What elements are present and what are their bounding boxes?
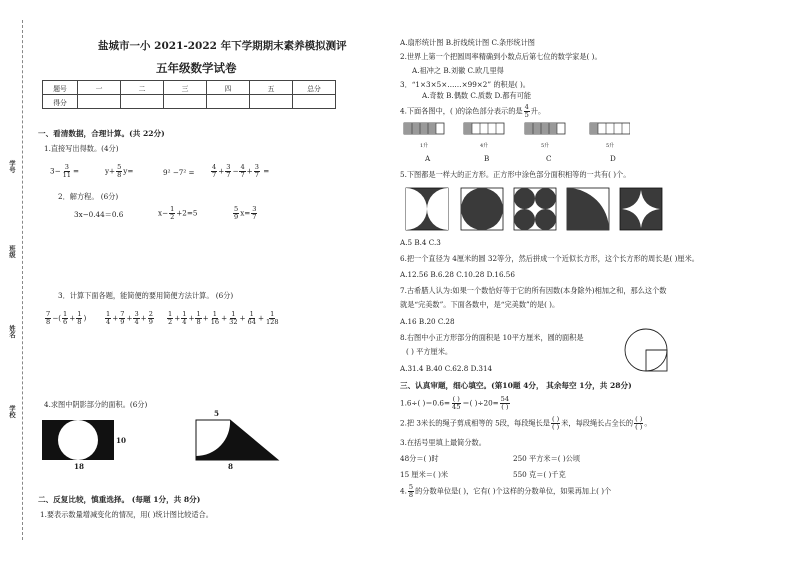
mc-q3-options: A.奇数 B.偶数 C.质数 D.都有可能 [422,91,532,100]
score-header: 总分 [293,81,336,95]
q1-label: 1.直接写出得数。(4分) [44,144,119,153]
bar-b-tag: 4升 [480,143,489,149]
fill-q3-c: 15 厘米＝( )米 [400,470,449,479]
score-row-label: 得分 [43,95,78,109]
mc-q6: 6.把一个直径为 4厘米的圆 32等分，然后拼成一个近似长方形，这个长方形的周长是( )厘米。 [400,254,699,263]
fill-q1: 1.6÷( )＝0.6= $\frac{( )}{45}$ ＝( )÷20= $\frac{54}{( )}$ [400,395,510,412]
mc-q1: 1.要表示数量增减变化的情况，用( )统计图比较适合。 [40,510,213,519]
square-3 [514,188,556,230]
bar-a-option: A [425,154,431,163]
score-header: 题号 [43,81,78,95]
bar-c [525,123,565,134]
bar-a-tag: 1升 [420,143,429,149]
q3-label: 3．计算下面各题，能简便的要用简便方法计算。 (6分) [58,291,234,300]
q2-equation-a: 3x−0.44＝0.6 [74,210,124,219]
liter-bars-figure [400,121,630,145]
q1-expr-c: 9² −7² = [163,168,195,177]
mc-q8-options: A.31.4 B.40 C.62.8 D.314 [400,364,493,373]
score-header: 四 [207,81,250,95]
bar-b-option: B [484,154,490,163]
score-cell[interactable] [207,95,250,109]
fig2-top-label: 5 [214,409,220,418]
bar-d [590,123,630,134]
bar-b [464,123,504,134]
binding-label-xuehao: 学号 [8,160,16,173]
fill-q3-b: 250 平方米＝( )公顷 [513,454,581,463]
mc-q5-options: A.5 B.4 C.3 [400,238,441,247]
score-header: 二 [121,81,164,95]
mc-q7-line2: 就是“完美数”。下面各数中，是“完美数”的是( )。 [400,300,560,309]
fig1-width-label: 18 [74,462,85,471]
score-header: 五 [250,81,293,95]
score-header: 三 [164,81,207,95]
mc-q2-options: A.祖冲之 B.刘徽 C.欧几里得 [412,66,504,75]
mc-q7-line1: 7.古希腊人认为:如果一个数恰好等于它的所有因数(本身除外)相加之和，那么这个数 [400,286,667,295]
mc-q2: 2.世界上第一个把圆周率精确到小数点后第七位的数学家是( )。 [400,52,602,61]
exam-title: 盐城市一小 2021-2022 年下学期期末素养模拟测评 [98,40,347,52]
square-1 [406,188,448,230]
score-table [42,80,336,109]
q4-label: 4.求图中阴影部分的面积。(6分) [44,400,148,409]
score-cell[interactable] [78,95,121,109]
mc-q8-line2: ( ) 平方厘米。 [406,347,453,356]
square-2 [461,188,503,230]
fill-q3: 3.在括号里填上最简分数。 [400,438,486,447]
score-header: 一 [78,81,121,95]
fig1-height-label: 10 [116,436,127,445]
q2-equation-b: x− $\frac{1}{2}$ +2=5 [158,205,198,222]
bar-c-tag: 5升 [541,143,550,149]
score-cell[interactable] [250,95,293,109]
score-cell[interactable] [293,95,336,109]
fill-q3-a: 48分＝( )时 [400,454,439,463]
q3-expr-c: $\frac{1}{2}$ + $\frac{1}{4}$ + $\frac{1}{8}$ + $\frac{1}{16}$ + $\frac{1}{32}$ + $\frac{1}{64}$ + $\frac{1}{128}$ [168,310,279,327]
square-4 [567,188,609,230]
shaded-trapezoid-figure [190,416,290,462]
binding-label-xuexiao: 学校 [8,405,16,418]
circle-square-figure [622,326,670,374]
mc-q6-options: A.12.56 B.6.28 C.10.28 D.16.56 [400,270,515,279]
section-3-heading: 三、认真审题，细心填空。(第10题 4分， 其余每空 1分，共 28分) [400,381,632,390]
q1-expr-d: $\frac{4}{7}$ + $\frac{3}{7}$ − $\frac{4}{7}$ + $\frac{3}{7}$ = [212,163,270,180]
score-cell[interactable] [121,95,164,109]
q1-expr-a: 3− $\frac{3}{11}$ = [50,163,80,180]
score-cell[interactable] [164,95,207,109]
shaded-squares-figure [404,186,674,232]
section-1-heading: 一、看清数据，合理计算。(共 22分) [38,129,165,138]
q3-expr-b: $\frac{1}{4}$ + $\frac{7}{9}$ + $\frac{3}{4}$ + $\frac{2}{9}$ [106,310,153,327]
mc-q8-line1: 8.右图中小正方形部分的面积是 10平方厘米，圆的面积是 [400,333,584,342]
fill-q3-d: 550 克＝( )千克 [513,470,566,479]
mc-q1-options: A.扇形统计图 B.折线统计图 C.条形统计图 [400,38,535,47]
bar-a [404,123,444,134]
binding-label-xingming: 姓名 [8,325,16,338]
fig2-bottom-label: 8 [228,462,234,471]
q3-expr-a: $\frac{7}{8}$ −( $\frac{1}{6}$ + $\frac{1}{8}$ ) [46,310,87,327]
mc-q4: 4.下面各图中，( )的涂色部分表示的是 $\frac{4}{5}$ 升。 [400,103,546,120]
bar-d-tag: 5升 [606,143,615,149]
bar-c-option: C [546,154,552,163]
exam-subtitle: 五年级数学试卷 [156,61,237,75]
white-circle [58,420,98,460]
q2-equation-c: $\frac{5}{9}$ x= $\frac{3}{7}$ [234,205,257,222]
mc-q5: 5.下图都是一样大的正方形。正方形中涂色部分面积相等的一共有( )个。 [400,170,631,179]
section-2-heading: 二、反复比较，慎重选择。 (每题 1分，共 8分) [38,495,201,504]
q1-expr-b: y+ $\frac{5}{8}$ y= [105,163,134,180]
mc-q3: 3．“1×3×5×……×99×2” 的积是( )。 [400,80,530,89]
q2-label: 2．解方程。 (6分) [58,192,119,201]
binding-label-banji: 班级 [8,245,16,258]
square-5 [620,188,662,230]
mc-q7-options: A.16 B.20 C.28 [400,317,455,326]
fill-q4: 4. $\frac{5}{8}$ 的分数单位是( )，它有( )个这样的分数单位，如果再加上( )个 [400,483,612,500]
bar-d-option: D [610,154,616,163]
binding-line [22,20,23,540]
fill-q2: 2.把 3米长的绳子剪成相等的 5段，每段绳长是 $\frac{( )}{( )}$ 米，每段绳长占全长的 $\frac{( )}{( )}$ 。 [400,415,652,432]
